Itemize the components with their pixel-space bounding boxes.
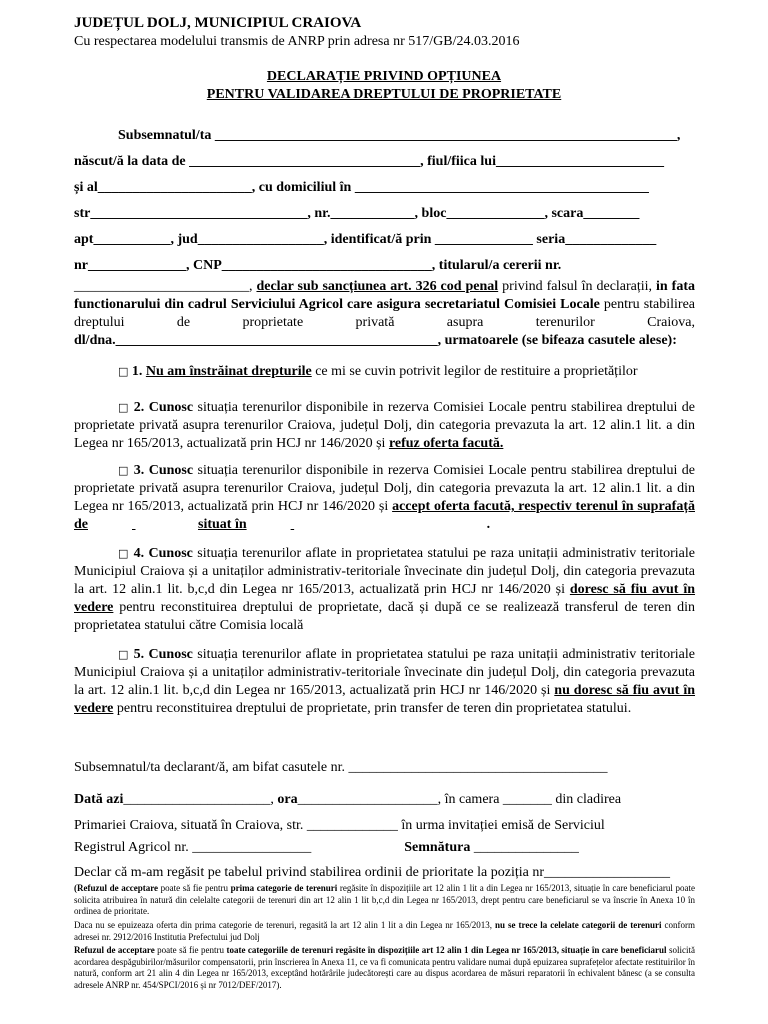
note-1-bold-2: prima categorie de terenuri xyxy=(230,883,338,893)
option-3-end-2: situat în xyxy=(198,517,247,532)
form-line-address xyxy=(74,180,695,196)
option-1 xyxy=(74,363,695,381)
signature-label: Semnătura xyxy=(404,840,471,855)
option-2-number: 2. xyxy=(133,400,145,415)
street-label: str xyxy=(74,206,91,221)
reference-header: Cu respectarea modelului transmis de ANRP prin adresa nr 517/GB/24.03.2016 xyxy=(74,34,520,49)
priority-field[interactable]: __________________ xyxy=(543,865,670,880)
cnp-field[interactable]: ______________________________, xyxy=(221,258,436,273)
checked-boxes-field[interactable]: _____________________________________ xyxy=(348,760,608,775)
name-field[interactable]: __________________________________________________________________, xyxy=(214,128,681,143)
surface-field[interactable] xyxy=(88,516,198,534)
option-4-mid: doresc să fiu avut în vedere xyxy=(74,582,696,615)
apartment-label: apt xyxy=(74,232,94,247)
option-4-number: 4. xyxy=(133,546,145,561)
option-3-bold: Cunosc xyxy=(148,463,194,478)
location-field[interactable] xyxy=(247,516,487,534)
option-5-text-2: pentru reconstituirea dreptului de proprietate, prin transfer de teren din proprietatea statului. xyxy=(116,701,632,716)
checked-boxes-label: Subsemnatul/ta declarant/ă, am bifat casutele nr. xyxy=(74,760,345,775)
note-offer xyxy=(74,920,695,943)
time-label: ora xyxy=(277,792,298,807)
option-3-number: 3. xyxy=(133,463,145,478)
father-label: fiul/fiica lui xyxy=(427,154,496,169)
note-1-a: poate să fie pentru xyxy=(160,883,228,893)
priority-label: Declar că m-am regăsit pe tabelul privind stabilirea ordinii de prioritate la poziția nr xyxy=(74,865,544,880)
county-label: jud xyxy=(177,232,198,247)
footer-checked-line xyxy=(74,760,695,776)
declar-bold-1: in fata functionarului din cadrul Serviciului Agricol care asigura secretariatul Comisiei Locale xyxy=(74,279,695,312)
note-3-a: poate să fie pentru xyxy=(157,945,224,955)
registry-field[interactable]: _________________ xyxy=(192,840,312,855)
option-3: □ 3. Cunosc situația terenurilor disponibile in rezerva Comisiei Locale pentru stabilirea dreptului de proprietate privată asupra terenurilor Craiova, județul Dolj, din categoria prevazuta la art. 12 alin.1 lit. a din Legea nr 165/2013, actualizată prin HCJ nr 146/2020 și accept oferta facută, respectiv terenul în suprafață de situat în . xyxy=(74,463,696,532)
footer-address-line xyxy=(74,818,695,834)
block-label: bloc xyxy=(421,206,447,221)
registry-label: Registrul Agricol nr. xyxy=(74,840,189,855)
stair-field[interactable]: ________ xyxy=(583,206,640,221)
id-number-field[interactable]: ______________, xyxy=(88,258,190,273)
option-2-text: situația terenurilor disponibile in rezerva Comisiei Locale pentru stabilirea dreptului de proprietate privată asupra terenurilor Craiova, județul Dolj, din categoria prevazuta la art. 12 alin.1 lit. a din Legea nr 165/2013, actualizată prin HCJ nr 146/2020 și xyxy=(74,400,696,451)
note-2-bold: nu se trece la celelate categorii de terenuri xyxy=(495,920,662,930)
option-2 xyxy=(74,399,695,453)
footer-date-line xyxy=(74,792,695,808)
room-field[interactable]: _______ xyxy=(502,792,552,807)
footer-registry-line xyxy=(74,840,695,856)
option-4-text-2: pentru reconstituirea dreptului de proprietate, dacă și după ce se realizează transferul de teren din proprietatea statului către Comisia locală xyxy=(74,600,696,633)
officer-field[interactable]: ______________________________________________, xyxy=(115,333,442,348)
option-1-text: ce mi se cuvin potrivit legilor de restituire a proprietăților xyxy=(315,364,638,379)
option-1-checkbox[interactable]: □ xyxy=(118,365,129,378)
document-title-line2: PENTRU VALIDAREA DREPTULUI DE PROPRIETATE xyxy=(206,87,562,102)
number-field[interactable]: ____________, xyxy=(330,206,419,221)
id-number-label: nr xyxy=(74,258,88,273)
option-3-text: situația terenurilor disponibile in rezerva Comisiei Locale pentru stabilirea dreptului de proprietate privată asupra terenurilor Craiova, județul Dolj, din categoria prevazuta la art. 12 alin.1 lit. a din Legea nr 165/2013, actualizată prin HCJ nr 146/2020 și xyxy=(74,463,696,514)
stair-label: scara xyxy=(551,206,584,221)
option-5-number: 5. xyxy=(133,647,145,662)
option-1-bold: Nu am înstrăinat drepturile xyxy=(145,364,312,379)
block-field[interactable]: ______________, xyxy=(446,206,548,221)
note-1-bold: (Refuzul de acceptare xyxy=(74,883,159,893)
note-2-b: conform adresei nr. 2912/2016 Institutia Prefectului jud Dolj xyxy=(74,920,696,942)
date-field[interactable]: _____________________, xyxy=(123,792,274,807)
father-field[interactable]: ________________________ xyxy=(495,154,664,169)
declar-text-2: pentru stabilirea dreptului de proprietate privată asupra terenurilor Craiova, xyxy=(74,297,696,330)
form-line-cnp xyxy=(74,258,695,274)
declar-statement: declar sub sancțiunea art. 326 cod penal xyxy=(256,279,499,294)
option-5-mid: nu doresc să fiu avut în vedere xyxy=(74,683,696,716)
mother-label: și al xyxy=(74,180,98,195)
note-2-a: Daca nu se epuizeaza oferta din prima categorie de terenuri, regasită la art 12 alin 1 lit a din Legea nr 165/2013, xyxy=(74,920,493,930)
invitation-label: în urma invitației emisă de Serviciul xyxy=(401,818,605,833)
declaration-paragraph xyxy=(74,278,695,350)
option-5-text-1: situația terenurilor aflate in proprietatea statului pe raza unitații administrativ teritoriale Municipiul Craiova și a unitaților administrativ-teritoriale învecinate din județul Dolj, din categoria prevazuta la art. 12 alin.1 lit. b,c,d din Legea nr 165/2013, actualizată prin HCJ nr 146/2020 și xyxy=(74,647,695,698)
signature-field[interactable]: _______________ xyxy=(473,840,579,855)
note-3-bold: Refuzul de acceptare xyxy=(74,945,155,955)
time-field[interactable]: ____________________, xyxy=(297,792,442,807)
option-5 xyxy=(74,646,695,718)
city-hall-label: Primariei Craiova, situată în Craiova, str. xyxy=(74,818,304,833)
mother-field[interactable]: ______________________, xyxy=(97,180,256,195)
option-4-text-1: situația terenurilor aflate in proprietatea statului pe raza unitații administrativ teritoriale Municipiul Craiova și a unitaților administrativ-teritoriale învecinate din județul Dolj, din categoria prevazuta la art. 12 alin.1 lit. b,c,d din Legea nr 165/2013, actualizată prin HCJ nr 146/2020 și xyxy=(74,546,695,597)
note-refusal-first xyxy=(74,883,695,918)
document-title-line1: DECLARAȚIE PRIVIND OPȚIUNEA xyxy=(266,69,502,84)
number-label: nr. xyxy=(314,206,331,221)
county-field[interactable]: __________________, xyxy=(197,232,328,247)
request-holder-label: titularul/a cererii nr. xyxy=(438,258,562,273)
form-line-apartment xyxy=(74,232,695,248)
note-refusal-all xyxy=(74,945,695,991)
form-line-birth xyxy=(74,154,695,170)
option-4 xyxy=(74,545,695,635)
name-label: Subsemnatul/ta xyxy=(118,128,212,143)
option-4-checkbox[interactable]: □ xyxy=(118,547,130,560)
birth-date-label: născut/ă la data de xyxy=(74,154,186,169)
option-2-end: refuz oferta facută. xyxy=(388,436,504,451)
option-5-bold: Cunosc xyxy=(148,647,193,662)
form-line-name xyxy=(74,128,695,144)
option-2-checkbox[interactable]: □ xyxy=(118,401,130,414)
identified-label: identificat/ă prin xyxy=(330,232,432,247)
domicile-field[interactable]: __________________________________________ xyxy=(354,180,649,195)
id-document-field[interactable]: ______________ xyxy=(434,232,533,247)
footer-priority-line xyxy=(74,865,695,881)
note-3-b: solicită acordarea despăgubirilor/măsurilor compensatorii, prin înscrierea în Anexa 11, ce va fi comunicata pentru validare numai după epuizarea suprafețelor afectate restituirilor în natură, conform art 21 alin 4 din Legea nr 165/2013, exceptând hotărârile judecătorești care au dispus acordarea de măsuri reparatorii în echivalent bănesc (a se consulta adresele ANRP nr. 454/SPCI/2016 și nr 7012/DEF/2017). xyxy=(74,945,696,990)
note-3-bold-2: toate categoriile de terenuri regăsite în dispozițiile art 12 alin 1 din Legea nr 165/2013, situație în care beneficiarul xyxy=(226,945,667,955)
street-name-field[interactable]: _____________ xyxy=(306,818,398,833)
date-label: Dată azi xyxy=(74,792,124,807)
request-number-field[interactable]: _________________________, xyxy=(74,279,253,294)
building-label: din cladirea xyxy=(555,792,622,807)
cnp-label: CNP xyxy=(193,258,222,273)
option-3-end-1: accept oferta facută, respectiv terenul în suprafață de xyxy=(74,499,695,532)
option-3-checkbox[interactable]: □ xyxy=(118,464,130,477)
birth-date-field[interactable]: _________________________________, xyxy=(189,154,424,169)
county-header: JUDEȚUL DOLJ, MUNICIPIUL CRAIOVA xyxy=(74,15,362,31)
street-field[interactable]: _______________________________, xyxy=(90,206,311,221)
officer-label: dl/dna. xyxy=(74,333,116,348)
declar-text-1: privind falsul în declarații, xyxy=(502,279,653,294)
note-1-b: regăsite în dispozițiile art 12 alin 1 lit a din Legea nr 165/2013, situație în care beneficiarul poate solicita atribuirea în natură din celelalte categorii de terenuri din art 12 alin 1 lit b,c,d din Legea nr 165/2013, drept pentru care beneficiarul se va înscrie în Anexa 10 în ordinea de prioritate. xyxy=(74,883,696,916)
domicile-label: cu domiciliul în xyxy=(258,180,352,195)
series-field[interactable]: _____________ xyxy=(565,232,657,247)
option-4-bold: Cunosc xyxy=(148,546,193,561)
room-label: în camera xyxy=(444,792,500,807)
form-line-street xyxy=(74,206,695,222)
option-1-number: 1. xyxy=(131,364,143,379)
series-label: seria xyxy=(536,232,566,247)
option-5-checkbox[interactable]: □ xyxy=(118,648,130,661)
apartment-field[interactable]: ___________, xyxy=(93,232,174,247)
declar-bold-end: urmatoarele (se bifeaza casutele alese): xyxy=(444,333,677,348)
option-2-bold: Cunosc xyxy=(148,400,194,415)
